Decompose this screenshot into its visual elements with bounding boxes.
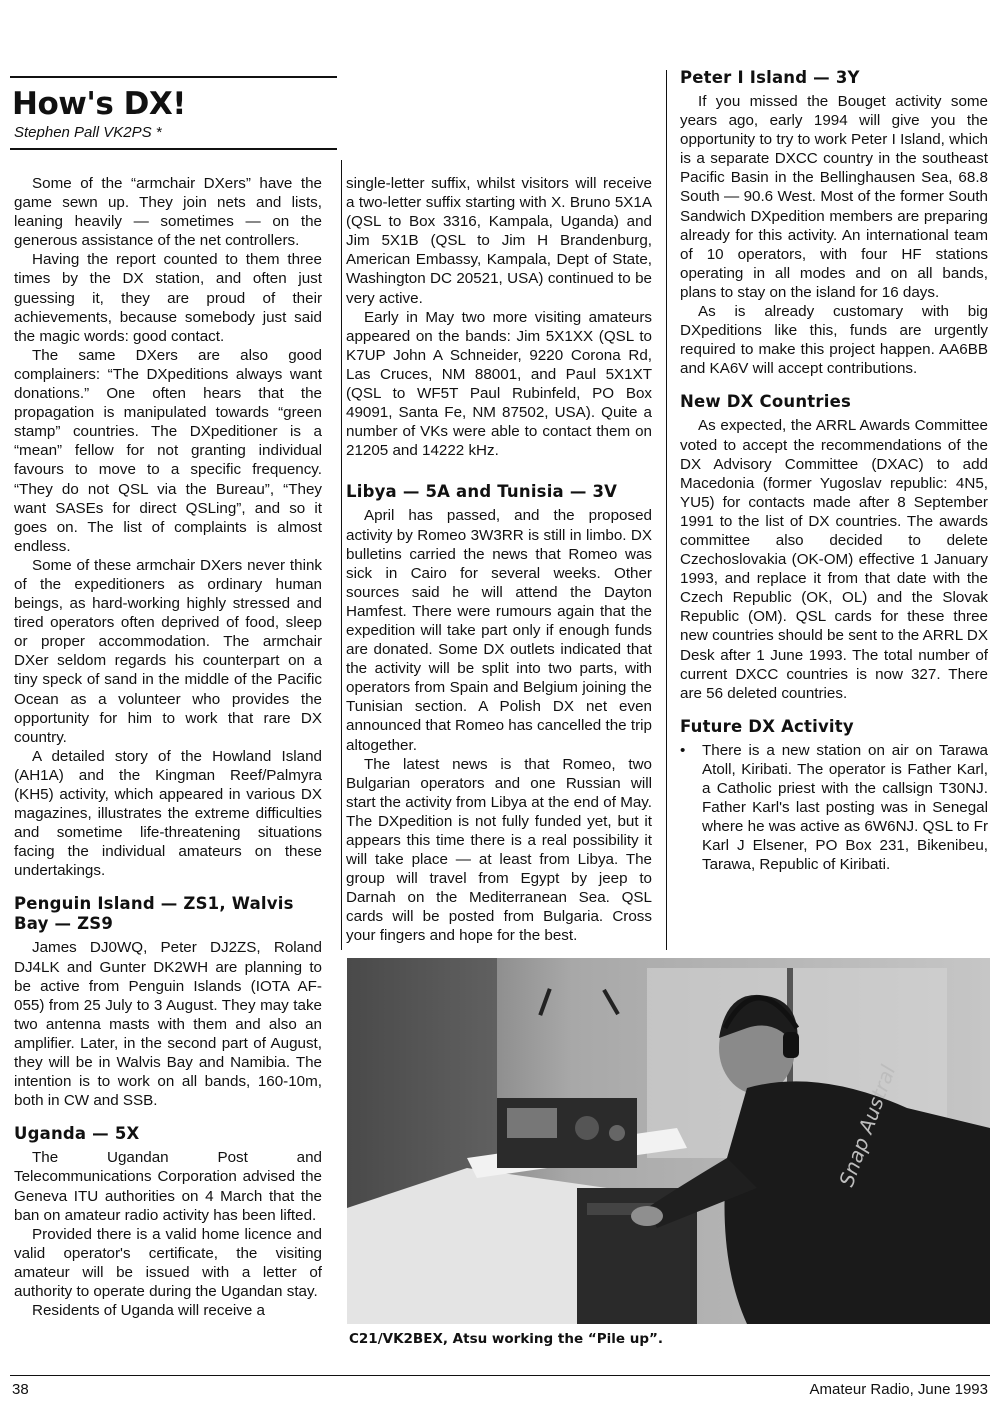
paragraph: Provided there is a valid home licence and valid operator's certificate, the visiting amateur will be issued with a letter of authority to operate during the Ugandan stay. [14, 1225, 322, 1300]
bullet-text: There is a new station on air on Tarawa Atoll, Kiribati. The operator is Father Karl, a Catholic priest with the callsign T30NJ. Father Karl's last posting was in Senegal where he was active as 6W6NJ. QSL to Fr Karl J Elsener, PO Box 231, Bikenibeu, Tarawa, Republic of Kiribati. [702, 741, 988, 874]
paragraph: Some of the “armchair DXers” have the game sewn up. They join nets and lists, leaning heavily — sometimes — on the generous assistance of the net controllers. [14, 175, 322, 250]
top-rule [10, 76, 337, 78]
heading-uganda: Uganda — 5X [14, 1124, 140, 1144]
paragraph: The same DXers are also good complainers: “The DXpeditions always want donations.” One often hears that the propagation is manipulated towards “green stamp” countries. The DXpeditioner is a “mean” fellow for not granting individual favours to move to a specific frequency. “They do not QSL via the Bureau”, “They want SASEs for direct QSLing”, and so it goes on. The list of complaints is almost endless. [14, 346, 322, 555]
heading-penguin-island: Penguin Island — ZS1, Walvis Bay — ZS9 [14, 894, 294, 934]
paragraph: If you missed the Bouget activity some years ago, early 1994 will give you the opportunity to try to work Peter I Island, which is a separate DXCC country in the southeast Pacific Basin in the Bellinghausen Sea, 68.8 South — 90.6 West. Most of the former South Sandwich DXpedition members are preparing already for this activity. An international team of 10 operators, with four HF stations operating in all modes and on all bands, plans to stay on the island for 16 days. [680, 93, 988, 301]
photo-caption: C21/VK2BEX, Atsu working the “Pile up”. [349, 1331, 663, 1347]
paragraph: A detailed story of the Howland Island (AH1A) and the Kingman Reef/Palmyra (KH5) activity, which appeared in various DX magazines, illustrates the extreme difficulties and sometime life-threatening situations facing the individual amateurs on these undertakings. [14, 747, 322, 880]
paragraph: Having the report counted to them three times by the DX station, and often just guessing it, they are proud of their achievements, because somebody just said the magic words: good contact. [14, 251, 322, 345]
paragraph: As is already customary with big DXpeditions like this, funds are urgently required to make this project happen. AA6BB and KA6V will accept contributions. [680, 303, 988, 378]
paragraph: The Ugandan Post and Telecommunications Corporation advised the Geneva ITU authorities on 4 March that the ban on amateur radio activity has been lifted. [14, 1149, 322, 1224]
photo-operator [347, 958, 990, 1324]
heading-new-dx-countries: New DX Countries [680, 392, 851, 412]
paragraph: April has passed, and the proposed activity by Romeo 3W3RR is still in limbo. DX bulletins carried the news that Romeo was sick in Cairo for several weeks. Other sources said he will attend the Dayton Hamfest. There were rumours again that the expedition will take part only if enough funds are donated. Some DX outlets indicated that the activity will be split into two parts, with operators from Spain and Belgium joining the Tunisian section. A Polish DX net even announced that Romeo has cancelled the trip altogether. [346, 507, 652, 754]
article-title: How's DX! [12, 86, 186, 122]
photo-illustration [347, 958, 990, 1324]
column-1 [14, 174, 322, 1320]
paragraph: The latest news is that Romeo, two Bulgarian operators and one Russian will start the activity from Libya at the end of May. The DXpedition is not fully funded yet, but it appears this time there is a real possibility it will take place — at least from Libya. The group will travel from Egypt by jeep to Darnah on the Mediterranean Sea. QSL cards will be posted from Bulgaria. Cross your fingers and hope for the best. [346, 755, 652, 945]
bullet-mark: • [680, 741, 686, 759]
publication-info: Amateur Radio, June 1993 [809, 1381, 988, 1398]
paragraph: Early in May two more visiting amateurs appeared on the bands: Jim 5X1XX (QSL to K7UP John A Schneider, 9220 Corona Rd, Las Cruces, NM 88001, and Paul 5X1XT (QSL to WF5T Paul Rubinfeld, PO Box 49091, Santa Fe, NM 87502, USA). Quite a number of VKs were able to contact them on 21205 and 14222 kHz. [346, 308, 652, 460]
column-divider [341, 160, 342, 950]
column-3 [680, 68, 988, 874]
shirt-text: Snap Austral [834, 1061, 901, 1190]
bullet-item [680, 741, 988, 875]
column-divider-right [666, 70, 667, 950]
heading-future-dx-activity: Future DX Activity [680, 716, 854, 736]
page-number: 38 [12, 1381, 29, 1398]
byline-rule [10, 148, 337, 150]
paragraph: James DJ0WQ, Peter DJ2ZS, Roland DJ4LK and Gunter DK2WH are planning to be active from Penguin Islands (IOTA AF-055) from 25 July to 3 August. They may take two antenna masts with them and also an amplifier. Later, in the second part of August, they will be in Walvis Bay and Namibia. The intention is to work on all bands, 160-10m, both in CW and SSB. [14, 939, 322, 1110]
footer-rule [10, 1375, 990, 1376]
heading-peter-i-island: Peter I Island — 3Y [680, 68, 860, 87]
paragraph: Residents of Uganda will receive a [32, 1302, 265, 1320]
column-2 [346, 174, 652, 946]
paragraph: Some of these armchair DXers never think of the expeditioners as ordinary human beings, as hard-working highly stressed and tired operators often deprived of food, sleep or proper accommodation. The armchair DXer seldom regards his counterpart on a tiny speck of sand in the middle of the Pacific Ocean as a volunteer who provides the opportunity for him to work that rare DX country. [14, 556, 322, 746]
byline: Stephen Pall VK2PS * [14, 124, 162, 141]
heading-libya-tunisia: Libya — 5A and Tunisia — 3V [346, 482, 618, 502]
paragraph: single-letter suffix, whilst visitors will receive a two-letter suffix starting with X. Bruno 5X1A (QSL to Box 3316, Kampala, Uganda) and Jim 5X1B (QSL to Jim H Brandenburg, American Embassy, Kampala, Dept of State, Washington DC 20521, USA) continued to be very active. [346, 175, 652, 307]
paragraph: As expected, the ARRL Awards Committee voted to accept the recommendations of the DX Advisory Committee (DXAC) to add Macedonia (former Yugoslav republic: 4N5, YU5) for contacts made after 8 September 1991 to the list of DX countries. The awards committee also decided to delete Czechoslovakia (OK-OM) effective 1 January 1993, and replace it from that date with the Czech Republic (OK, OL) and the Slovak Republic (OM). QSL cards for these three new countries should be sent to the ARRL DX Desk after 1 June 1993. The total number of current DXCC countries is now 327. There are 56 deleted countries. [680, 417, 988, 702]
